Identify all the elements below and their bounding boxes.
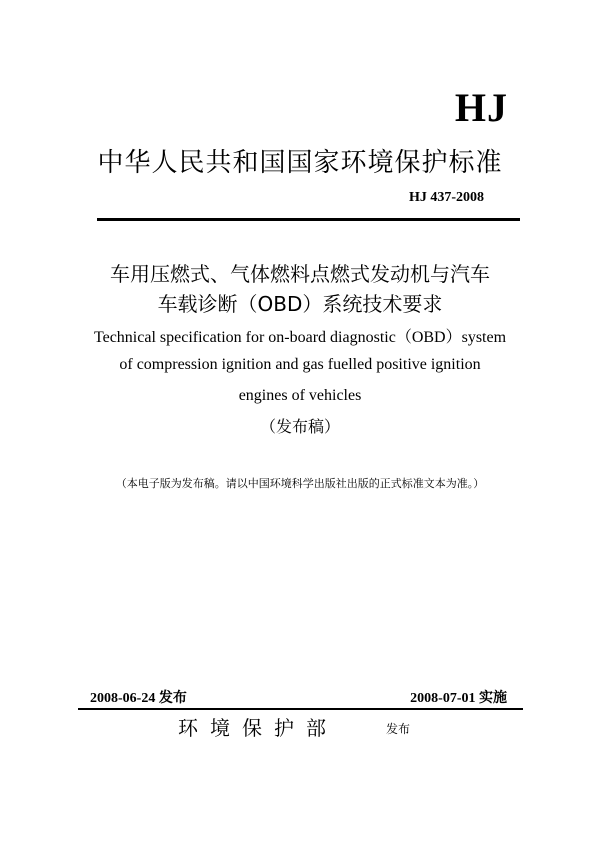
publish-date: 2008-06-24 发布 — [90, 691, 187, 706]
standard-logo: HJ — [454, 85, 508, 130]
implement-date: 2008-07-01 实施 — [410, 691, 507, 706]
footer-divider — [78, 708, 523, 710]
title-en-line-3: engines of vehicles — [238, 387, 362, 404]
country-standard-heading: 中华人民共和国国家环境保护标准 — [97, 148, 503, 178]
standard-code: HJ 437-2008 — [408, 190, 484, 205]
issuing-label: 发布 — [386, 722, 411, 736]
title-zh-line-1: 车用压燃式、气体燃料点燃式发动机与汽车 — [110, 262, 490, 286]
title-zh-line-2: 车载诊断（OBD）系统技术要求 — [157, 292, 443, 316]
electronic-version-notice: （本电子版为发布稿。请以中国环境科学出版社出版的正式标准文本为准。） — [115, 477, 485, 490]
title-en-line-1: Technical specification for on-board diagnostic（OBD）system — [93, 329, 507, 346]
draft-status: （发布稿） — [259, 417, 340, 436]
issuing-authority: 环境保护部 — [178, 716, 338, 740]
header-divider — [97, 218, 520, 221]
title-en-line-2: of compression ignition and gas fuelled positive ignition — [119, 356, 481, 373]
